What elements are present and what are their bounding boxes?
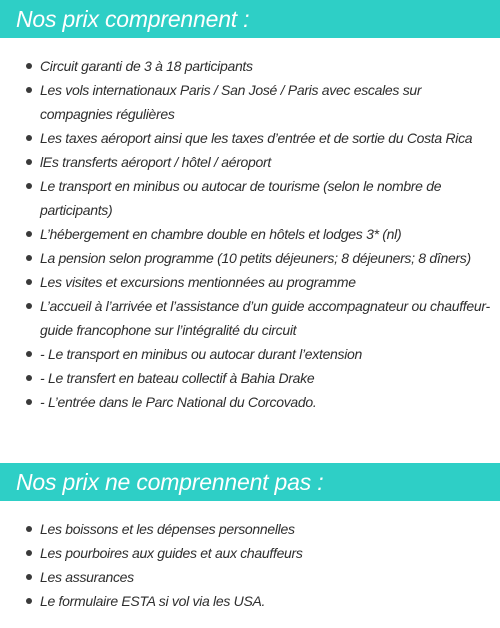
list-item-text: lEs transferts aéroport / hôtel / aéroport — [40, 154, 271, 170]
list-item-text: Circuit garanti de 3 à 18 participants — [40, 58, 253, 74]
list-item-text: Les visites et excursions mentionnées au programme — [40, 274, 356, 290]
list-item — [0, 390, 500, 414]
bullet-icon — [26, 279, 32, 285]
list-item — [0, 174, 500, 222]
excluded-list — [0, 517, 500, 613]
bullet-icon — [26, 231, 32, 237]
list-item-text: La pension selon programme (10 petits déjeuners; 8 déjeuners; 8 dîners) — [40, 250, 471, 266]
list-item-text: Les boissons et les dépenses personnelles — [40, 521, 295, 537]
list-item — [0, 78, 500, 126]
bullet-icon — [26, 63, 32, 69]
list-item-text: Les vols internationaux Paris / San José / Paris avec escales sur compagnies régulières — [40, 82, 422, 122]
list-item-text: Les assurances — [40, 569, 134, 585]
list-item — [0, 517, 500, 541]
list-item — [0, 366, 500, 390]
list-item — [0, 150, 500, 174]
bullet-icon — [26, 183, 32, 189]
list-item-text: Le transport en minibus ou autocar de tourisme (selon le nombre de participants) — [40, 178, 442, 218]
list-item-text: - Le transport en minibus ou autocar durant l’extension — [40, 346, 363, 362]
list-item — [0, 342, 500, 366]
list-item — [0, 270, 500, 294]
list-item — [0, 126, 500, 150]
bullet-icon — [26, 255, 32, 261]
list-item-text: - L’entrée dans le Parc National du Corcovado. — [40, 394, 317, 410]
list-item — [0, 246, 500, 270]
list-item-text: L’accueil à l’arrivée et l’assistance d’un guide accompagnateur ou chauffeur-guide francophone sur l’intégralité du circuit — [40, 298, 490, 338]
list-item — [0, 54, 500, 78]
list-item — [0, 565, 500, 589]
bullet-icon — [26, 87, 32, 93]
list-item — [0, 541, 500, 565]
bullet-icon — [26, 526, 32, 532]
bullet-icon — [26, 574, 32, 580]
list-item-text: Les taxes aéroport ainsi que les taxes d’entrée et de sortie du Costa Rica — [40, 130, 473, 146]
bullet-icon — [26, 303, 32, 309]
included-list — [0, 54, 500, 414]
list-item — [0, 222, 500, 246]
excluded-section-title: Nos prix ne comprennent pas : — [0, 463, 500, 501]
bullet-icon — [26, 159, 32, 165]
bullet-icon — [26, 550, 32, 556]
bullet-icon — [26, 375, 32, 381]
list-item-text: Les pourboires aux guides et aux chauffeurs — [40, 545, 303, 561]
list-item — [0, 294, 500, 342]
bullet-icon — [26, 135, 32, 141]
bullet-icon — [26, 598, 32, 604]
list-item — [0, 589, 500, 613]
list-item-text: - Le transfert en bateau collectif à Bahia Drake — [40, 370, 315, 386]
list-item-text: L’hébergement en chambre double en hôtels et lodges 3* (nl) — [40, 226, 402, 242]
included-section-title: Nos prix comprennent : — [0, 0, 500, 38]
bullet-icon — [26, 399, 32, 405]
bullet-icon — [26, 351, 32, 357]
list-item-text: Le formulaire ESTA si vol via les USA. — [40, 593, 266, 609]
